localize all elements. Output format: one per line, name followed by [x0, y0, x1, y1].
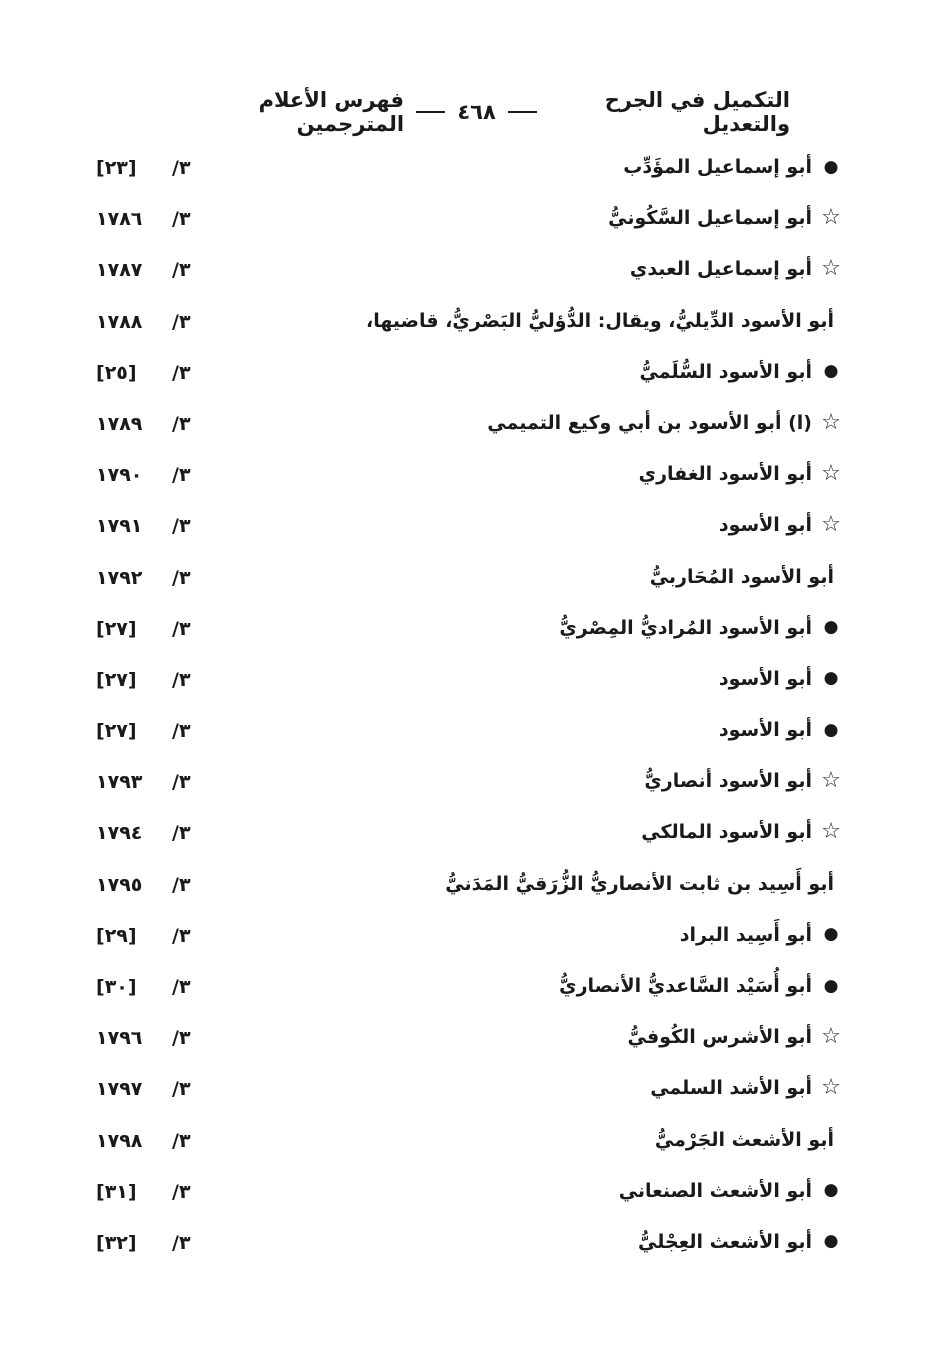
entry-name-cell [719, 668, 842, 690]
index-entry [0, 1172, 938, 1223]
entry-name: أبو الأشد السلمي [650, 1077, 812, 1100]
index-entry [0, 148, 938, 199]
index-entry [0, 506, 938, 557]
entry-number: ١٧٩٢ [96, 566, 143, 589]
entry-name: أبو الأسود المالكي [641, 821, 812, 844]
entry-volume: ٣/ [172, 157, 191, 179]
entry-name-cell [608, 207, 842, 229]
entry-number: [٢٧] [96, 668, 137, 691]
index-entry [0, 1069, 938, 1120]
index-entry [0, 916, 938, 967]
entry-volume: ٣/ [172, 310, 191, 333]
entry-name: أبو الأسود المُحَاربيُّ [649, 565, 834, 588]
index-entry [0, 1018, 938, 1069]
entry-volume: ٣/ [172, 1078, 191, 1101]
page-header [180, 88, 790, 136]
entry-volume: ٣/ [172, 1027, 191, 1050]
entry-name: أبو إسماعيل المؤَدِّب [623, 156, 812, 178]
entry-volume: ٣/ [172, 1129, 191, 1152]
bullet-icon: ● [823, 1180, 839, 1201]
bullet-icon: ● [823, 719, 839, 740]
entry-volume: ٣/ [172, 208, 191, 231]
entry-number: [٣٢] [96, 1231, 137, 1254]
star-icon: ☆ [821, 205, 841, 231]
index-entry [0, 250, 938, 301]
index-entry [0, 1121, 938, 1172]
entry-volume: ٣/ [172, 668, 191, 691]
entry-number: [٢٧] [96, 617, 137, 640]
index-entry [0, 455, 938, 506]
bullet-icon: ● [823, 361, 839, 382]
entry-name-cell [559, 975, 842, 997]
index-entry [0, 558, 938, 609]
index-entries [0, 148, 938, 1274]
entry-volume: ٣/ [172, 924, 191, 947]
entry-name: أبو أَسِيد البراد [679, 923, 812, 946]
entry-number: ١٧٩٠ [96, 464, 143, 487]
entry-volume: ٣/ [172, 412, 191, 435]
header-dash [508, 111, 537, 113]
entry-number: ١٧٩١ [96, 515, 143, 538]
entry-number: ١٧٩٣ [96, 771, 143, 794]
entry-volume: ٣/ [172, 259, 191, 282]
entry-name: أبو الأسود الغفاري [638, 463, 812, 486]
entry-name: أبو الأسود الدِّيليُّ، ويقال: الدُّؤليُّ البَصْريُّ، قاضيها، [366, 309, 834, 332]
entry-name-cell [680, 924, 842, 946]
entry-volume: ٣/ [172, 361, 191, 384]
entry-name-cell [644, 770, 842, 792]
bullet-icon: ● [823, 668, 839, 689]
index-entry [0, 865, 938, 916]
bullet-icon: ● [823, 975, 839, 996]
entry-name: أبو الأسود السُّلَميُّ [639, 360, 812, 383]
entry-volume: ٣/ [172, 873, 191, 896]
entry-name: أبو الأسود [718, 667, 812, 690]
entry-name-cell [719, 719, 842, 741]
entry-number: [٢٥] [96, 361, 137, 384]
star-icon: ☆ [821, 409, 841, 435]
entry-name: (ا) أبو الأسود بن أبي وكيع التميمي [487, 411, 812, 434]
entry-name: أبو الأشعث العِجْليُّ [637, 1230, 812, 1253]
entry-name-cell [640, 361, 843, 383]
entry-volume: ٣/ [172, 566, 191, 589]
entry-name-cell [638, 1231, 842, 1253]
star-icon: ☆ [821, 461, 841, 487]
index-entry [0, 302, 938, 353]
entry-number: ١٧٩٧ [96, 1078, 143, 1101]
header-dash [416, 111, 445, 113]
entry-name: أبو الأشعث الجَرْميُّ [654, 1128, 834, 1151]
entry-name: أبو الأشعث الصنعاني [618, 1179, 812, 1202]
entry-name-cell [650, 566, 842, 588]
entry-name-cell [628, 1026, 842, 1048]
entry-volume: ٣/ [172, 1180, 191, 1203]
index-entry [0, 199, 938, 250]
index-entry [0, 762, 938, 813]
index-entry [0, 353, 938, 404]
entry-volume: ٣/ [172, 976, 191, 998]
entry-number: ١٧٩٥ [96, 873, 143, 896]
star-icon: ☆ [821, 768, 841, 794]
index-entry [0, 711, 938, 762]
bullet-icon: ● [823, 924, 839, 945]
index-entry [0, 1223, 938, 1274]
star-icon: ☆ [821, 819, 841, 845]
entry-number: [٣٠] [96, 976, 137, 998]
bullet-icon: ● [823, 617, 839, 638]
star-icon: ☆ [821, 256, 841, 282]
entry-number: ١٧٨٩ [96, 412, 143, 435]
bullet-icon: ● [823, 156, 839, 177]
entry-number: ١٧٩٦ [96, 1027, 143, 1050]
bullet-icon: ● [823, 1231, 839, 1252]
book-title: التكميل في الجرح والتعديل [604, 88, 790, 136]
entry-name-cell [641, 821, 842, 843]
entry-volume: ٣/ [172, 822, 191, 845]
entry-volume: ٣/ [172, 771, 191, 794]
entry-number: ١٧٩٤ [96, 822, 143, 845]
index-entry [0, 609, 938, 660]
entry-name: أبو أُسَيْد السَّاعديُّ الأنصاريُّ [559, 975, 812, 997]
index-entry [0, 660, 938, 711]
entry-name-cell [487, 409, 842, 435]
entry-name-cell [619, 1180, 842, 1202]
entry-name-cell [630, 258, 842, 280]
entry-name-cell [639, 463, 842, 485]
star-icon: ☆ [821, 512, 841, 538]
entry-volume: ٣/ [172, 720, 191, 743]
entry-name: أبو أَسِيد بن ثابت الأنصاريُّ الزُّرَقيُّ المَدَنيُّ [445, 872, 834, 895]
entry-name-cell [655, 1129, 842, 1151]
star-icon: ☆ [821, 1075, 841, 1101]
entry-name-cell [623, 156, 842, 178]
index-entry [0, 813, 938, 864]
entry-name-cell [559, 617, 842, 639]
entry-name: أبو الأشرس الكُوفيُّ [627, 1026, 812, 1049]
entry-number: [٢٣] [96, 157, 137, 179]
entry-name: أبو الأسود [718, 719, 812, 742]
entry-number: ١٧٨٦ [96, 208, 143, 231]
entry-number: ١٧٨٧ [96, 259, 143, 282]
entry-name-cell [719, 514, 842, 536]
entry-volume: ٣/ [172, 515, 191, 538]
entry-name: أبو إسماعيل العبدي [629, 258, 812, 281]
index-entry [0, 967, 938, 1018]
index-entry [0, 404, 938, 455]
entry-volume: ٣/ [172, 617, 191, 640]
entry-number: [٣١] [96, 1180, 137, 1203]
entry-name-cell [445, 873, 842, 895]
star-icon: ☆ [821, 1024, 841, 1050]
entry-name: أبو الأسود أنصاريُّ [644, 770, 812, 793]
entry-name: أبو إسماعيل السَّكُونيُّ [608, 207, 812, 230]
entry-number: [٢٩] [96, 924, 137, 947]
entry-name: أبو الأسود [718, 514, 812, 537]
entry-number: [٢٧] [96, 720, 137, 743]
page-number: ٤٦٨ [457, 100, 496, 124]
entry-name: أبو الأسود المُراديُّ المِصْريُّ [559, 616, 812, 639]
section-title: فهرس الأعلام المترجمين [258, 88, 405, 136]
entry-name-cell [650, 1077, 842, 1099]
entry-volume: ٣/ [172, 464, 191, 487]
entry-number: ١٧٩٨ [96, 1129, 143, 1152]
entry-volume: ٣/ [172, 1231, 191, 1254]
entry-name-cell [366, 310, 842, 332]
entry-number: ١٧٨٨ [96, 310, 143, 333]
